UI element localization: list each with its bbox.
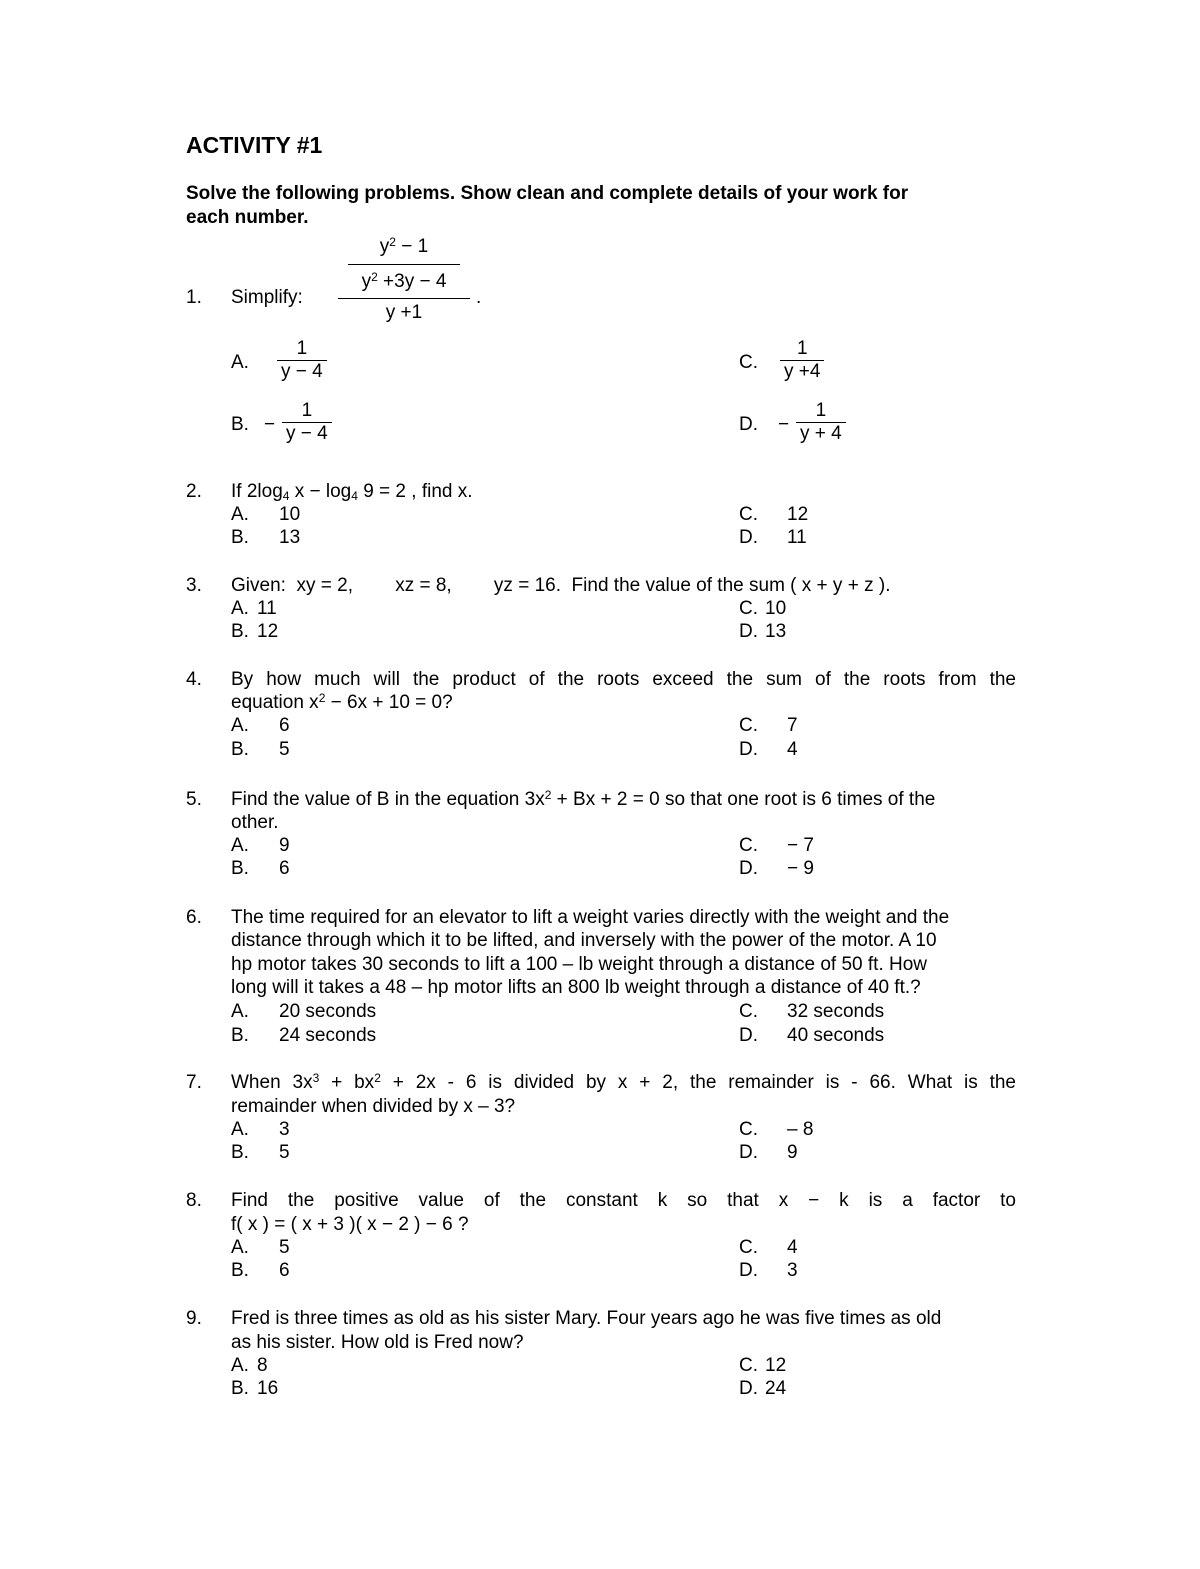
q1-complex-fraction <box>338 236 470 328</box>
q1-number: 1. <box>186 287 202 308</box>
q5-option-d[interactable]: D. − 9 <box>739 858 814 879</box>
q3-option-c[interactable]: C. 10 <box>739 598 787 619</box>
q3-option-d[interactable]: D. 13 <box>739 621 787 642</box>
q2-option-d[interactable]: D. 11 <box>739 527 807 548</box>
q1-option-a-letter[interactable]: A. <box>231 352 249 373</box>
q4-option-b[interactable]: B. 5 <box>231 739 290 760</box>
q2-option-a[interactable]: A. 10 <box>231 504 301 525</box>
q6-option-a[interactable]: A. 20 seconds <box>231 1001 377 1022</box>
q7-text-line-1: When $3x^3 + bx^2 + 2x - 6$ is divided by x + 2, the remainder is - 66. What is the <box>231 1071 1016 1093</box>
q4-number: 4. <box>186 669 202 690</box>
q4-option-a[interactable]: A. 6 <box>231 715 290 736</box>
q1-inner-denominator: $y^2 +3y - 4$ <box>361 270 447 292</box>
q9-number: 9. <box>186 1308 202 1329</box>
q3-text: Given: xy = 2, xz = 8, yz = 16. Find the value of the sum ( x + y + z ). <box>231 575 891 596</box>
q7-number: 7. <box>186 1072 202 1093</box>
q8-text-line-2: f( x ) = ( x + 3 )( x − 2 ) − 6 ? <box>231 1214 469 1235</box>
q2-number: 2. <box>186 481 202 502</box>
q4-text-line-2: equation $x^2 - 6x + 10 = 0$? <box>231 691 453 713</box>
q2-option-b[interactable]: B. 13 <box>231 527 301 548</box>
q9-option-b[interactable]: B. 16 <box>231 1378 279 1399</box>
q3-option-b[interactable]: B. 12 <box>231 621 279 642</box>
q4-option-c[interactable]: C. 7 <box>739 715 798 736</box>
q8-number: 8. <box>186 1190 202 1211</box>
q6-text-line-1: The time required for an elevator to lift a weight varies directly with the weight and the <box>231 907 950 928</box>
q2-text: If $2\log_4$ $x - \log_4 9 = 2$ , find x. <box>231 481 473 503</box>
q8-option-c[interactable]: C. 4 <box>739 1237 798 1258</box>
q4-option-d[interactable]: D. 4 <box>739 739 798 760</box>
q1-option-b-fraction[interactable]: 1 y − 4 <box>282 400 332 445</box>
q6-option-c[interactable]: C. 32 seconds <box>739 1001 885 1022</box>
q1-end-period: . <box>476 287 482 308</box>
q6-text-line-2: distance through which it to be lifted, and inversely with the power of the motor. A 10 <box>231 930 937 951</box>
q6-option-b[interactable]: B. 24 seconds <box>231 1025 377 1046</box>
q8-text-line-1: Find the positive value of the constant k so that x − k is a factor to <box>231 1190 1016 1211</box>
q5-number: 5. <box>186 789 202 810</box>
q8-option-b[interactable]: B. 6 <box>231 1260 290 1281</box>
q1-inner-numerator: $y^2 - 1$ <box>379 235 429 257</box>
q1-option-d-fraction[interactable]: 1 y + 4 <box>796 400 846 445</box>
q1-main-fraction-bar <box>338 298 470 299</box>
q5-option-c[interactable]: C. − 7 <box>739 835 814 856</box>
q8-option-d[interactable]: D. 3 <box>739 1260 798 1281</box>
q7-option-c[interactable]: C. – 8 <box>739 1119 814 1140</box>
q1-option-a-fraction[interactable]: 1 y − 4 <box>277 338 327 383</box>
instructions-line-2: each number. <box>186 207 309 228</box>
q1-option-c-fraction[interactable]: 1 y +4 <box>780 338 824 383</box>
q6-text-line-3: hp motor takes 30 seconds to lift a 100 – lb weight through a distance of 50 ft. How <box>231 954 928 975</box>
page-title: ACTIVITY #1 <box>186 132 323 158</box>
q2-option-c[interactable]: C. 12 <box>739 504 809 525</box>
q1-prompt: Simplify: <box>231 287 303 308</box>
q1-option-d-sign: − <box>778 414 790 435</box>
q5-text-line-2: other. <box>231 812 279 833</box>
q7-option-b[interactable]: B. 5 <box>231 1142 290 1163</box>
q1-outer-denominator: y +1 <box>385 302 423 323</box>
q9-option-c[interactable]: C. 12 <box>739 1355 787 1376</box>
q1-inner-fraction-bar <box>348 264 460 265</box>
q9-option-d[interactable]: D. 24 <box>739 1378 787 1399</box>
q8-option-a[interactable]: A. 5 <box>231 1237 290 1258</box>
q1-option-d-letter[interactable]: D. <box>739 414 758 435</box>
q6-option-d[interactable]: D. 40 seconds <box>739 1025 885 1046</box>
q1-option-b-letter[interactable]: B. <box>231 414 249 435</box>
q1-option-b-sign: − <box>264 414 276 435</box>
q5-option-b[interactable]: B. 6 <box>231 858 290 879</box>
q4-text-line-1: By how much will the product of the roots exceed the sum of the roots from the <box>231 669 1016 690</box>
instructions-line-1: Solve the following problems. Show clean and complete details of your work for <box>186 183 909 204</box>
q6-text-line-4: long will it takes a 48 – hp motor lifts an 800 lb weight through a distance of 40 ft.? <box>231 977 921 998</box>
q9-text-line-1: Fred is three times as old as his sister Mary. Four years ago he was five times as old <box>231 1308 942 1329</box>
q5-option-a[interactable]: A. 9 <box>231 835 290 856</box>
q9-option-a[interactable]: A. 8 <box>231 1355 268 1376</box>
q7-option-a[interactable]: A. 3 <box>231 1119 290 1140</box>
q3-option-a[interactable]: A. 11 <box>231 598 277 619</box>
q7-option-d[interactable]: D. 9 <box>739 1142 798 1163</box>
q5-text-line-1: Find the value of B in the equation $3x^2 + Bx + 2 = 0$ so that one root is 6 times of the <box>231 788 936 810</box>
q9-text-line-2: as his sister. How old is Fred now? <box>231 1332 524 1353</box>
q7-text-line-2: remainder when divided by x – 3? <box>231 1096 516 1117</box>
q3-number: 3. <box>186 575 202 596</box>
q6-number: 6. <box>186 907 202 928</box>
q1-option-c-letter[interactable]: C. <box>739 352 758 373</box>
